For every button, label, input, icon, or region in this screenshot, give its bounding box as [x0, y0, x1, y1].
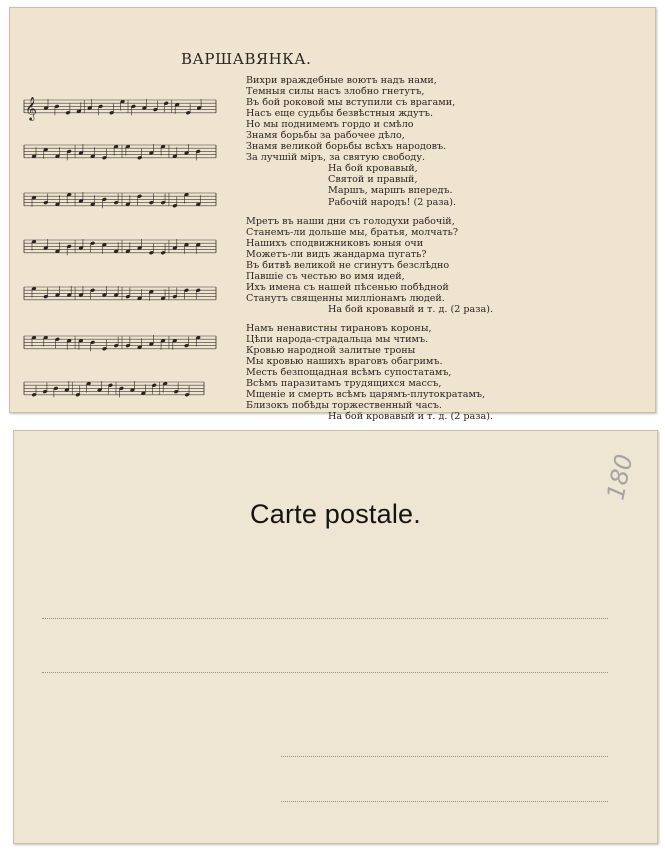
address-line-1 [42, 618, 608, 619]
lyric-line: Темныя силы насъ злобно гнетутъ, [246, 86, 425, 98]
carte-postale-title: Carte postale. [250, 499, 421, 529]
lyric-line: Павшіе съ честью во имя идей, [246, 270, 405, 282]
music-score [24, 92, 224, 402]
address-line-4 [281, 801, 608, 802]
refrain-line: Святой и правый, [328, 174, 418, 186]
lyric-line: Насъ еще судьбы безвѣстныя ждутъ. [246, 108, 434, 120]
postcard-back [13, 430, 658, 844]
lyric-line: Мщеніе и смерть всѣмъ царямъ-плутократамъ, [246, 389, 486, 401]
refrain-line: На бой кровавый и т. д. (2 раза). [328, 411, 494, 423]
refrain-line: Рабочій народъ! (2 раза). [328, 196, 457, 208]
address-line-3 [281, 756, 608, 757]
lyric-line: Станутъ священны милліонамъ людей. [246, 292, 445, 304]
lyric-line: Цѣпи народа-страдальца мы чтимъ. [246, 334, 429, 346]
stanza [246, 323, 506, 422]
refrain-line: На бой кровавый, [328, 163, 418, 175]
lyric-line: Нашихъ сподвижниковъ юныя очи [246, 237, 424, 249]
lyric-line: Можетъ-ли видъ жандарма пугать? [246, 248, 427, 260]
stanza [246, 75, 506, 208]
lyric-line: Месть безпощадная всѣмъ супостатамъ, [246, 367, 452, 379]
lyric-line: Мретъ въ наши дни съ голодухи рабочій, [246, 215, 455, 227]
lyric-line: Мы кровью нашихъ враговъ обагримъ. [246, 356, 443, 368]
lyric-line: Кровью народной залитые троны [246, 345, 416, 357]
lyric-line: Намъ ненавистны тирановъ короны, [246, 322, 432, 334]
treble-clef-icon: 𝄞 [25, 96, 37, 120]
lyric-line: Знамя великой борьбы всѣхъ народовъ. [246, 141, 447, 153]
lyric-line: Но мы поднимемъ гордо и смѣло [246, 119, 414, 131]
lyric-line: Въ бой роковой мы вступили съ врагами, [246, 97, 456, 109]
handwritten-number: 180 [601, 451, 639, 503]
lyric-line: Станемъ-ли дольше мы, братья, молчать? [246, 226, 459, 238]
lyrics [246, 75, 506, 430]
postcard-front [9, 7, 656, 423]
refrain-line: Маршъ, маршъ впередъ. [328, 185, 453, 197]
song-title: ВАРШАВЯНКА. [181, 50, 312, 68]
refrain-line: На бой кровавый и т. д. (2 раза). [328, 303, 494, 315]
lyric-line: Вихри враждебные воютъ надъ нами, [246, 75, 437, 86]
address-line-2 [42, 672, 608, 673]
lyric-line: За лучшій міръ, за святую свободу. [246, 152, 426, 164]
stanza [246, 216, 506, 315]
lyric-line: Всѣмъ паразитамъ трудящихся массъ, [246, 378, 442, 390]
lyric-line: Знамя борьбы за рабочее дѣло, [246, 130, 405, 142]
lyric-line: Близокъ побѣды торжественный часъ. [246, 400, 442, 412]
lyric-line: Въ битвѣ великой не сгинутъ безслѣдно [246, 259, 450, 271]
lyric-line: Ихъ имена съ нашей пѣсенью побѣдной [246, 281, 449, 293]
